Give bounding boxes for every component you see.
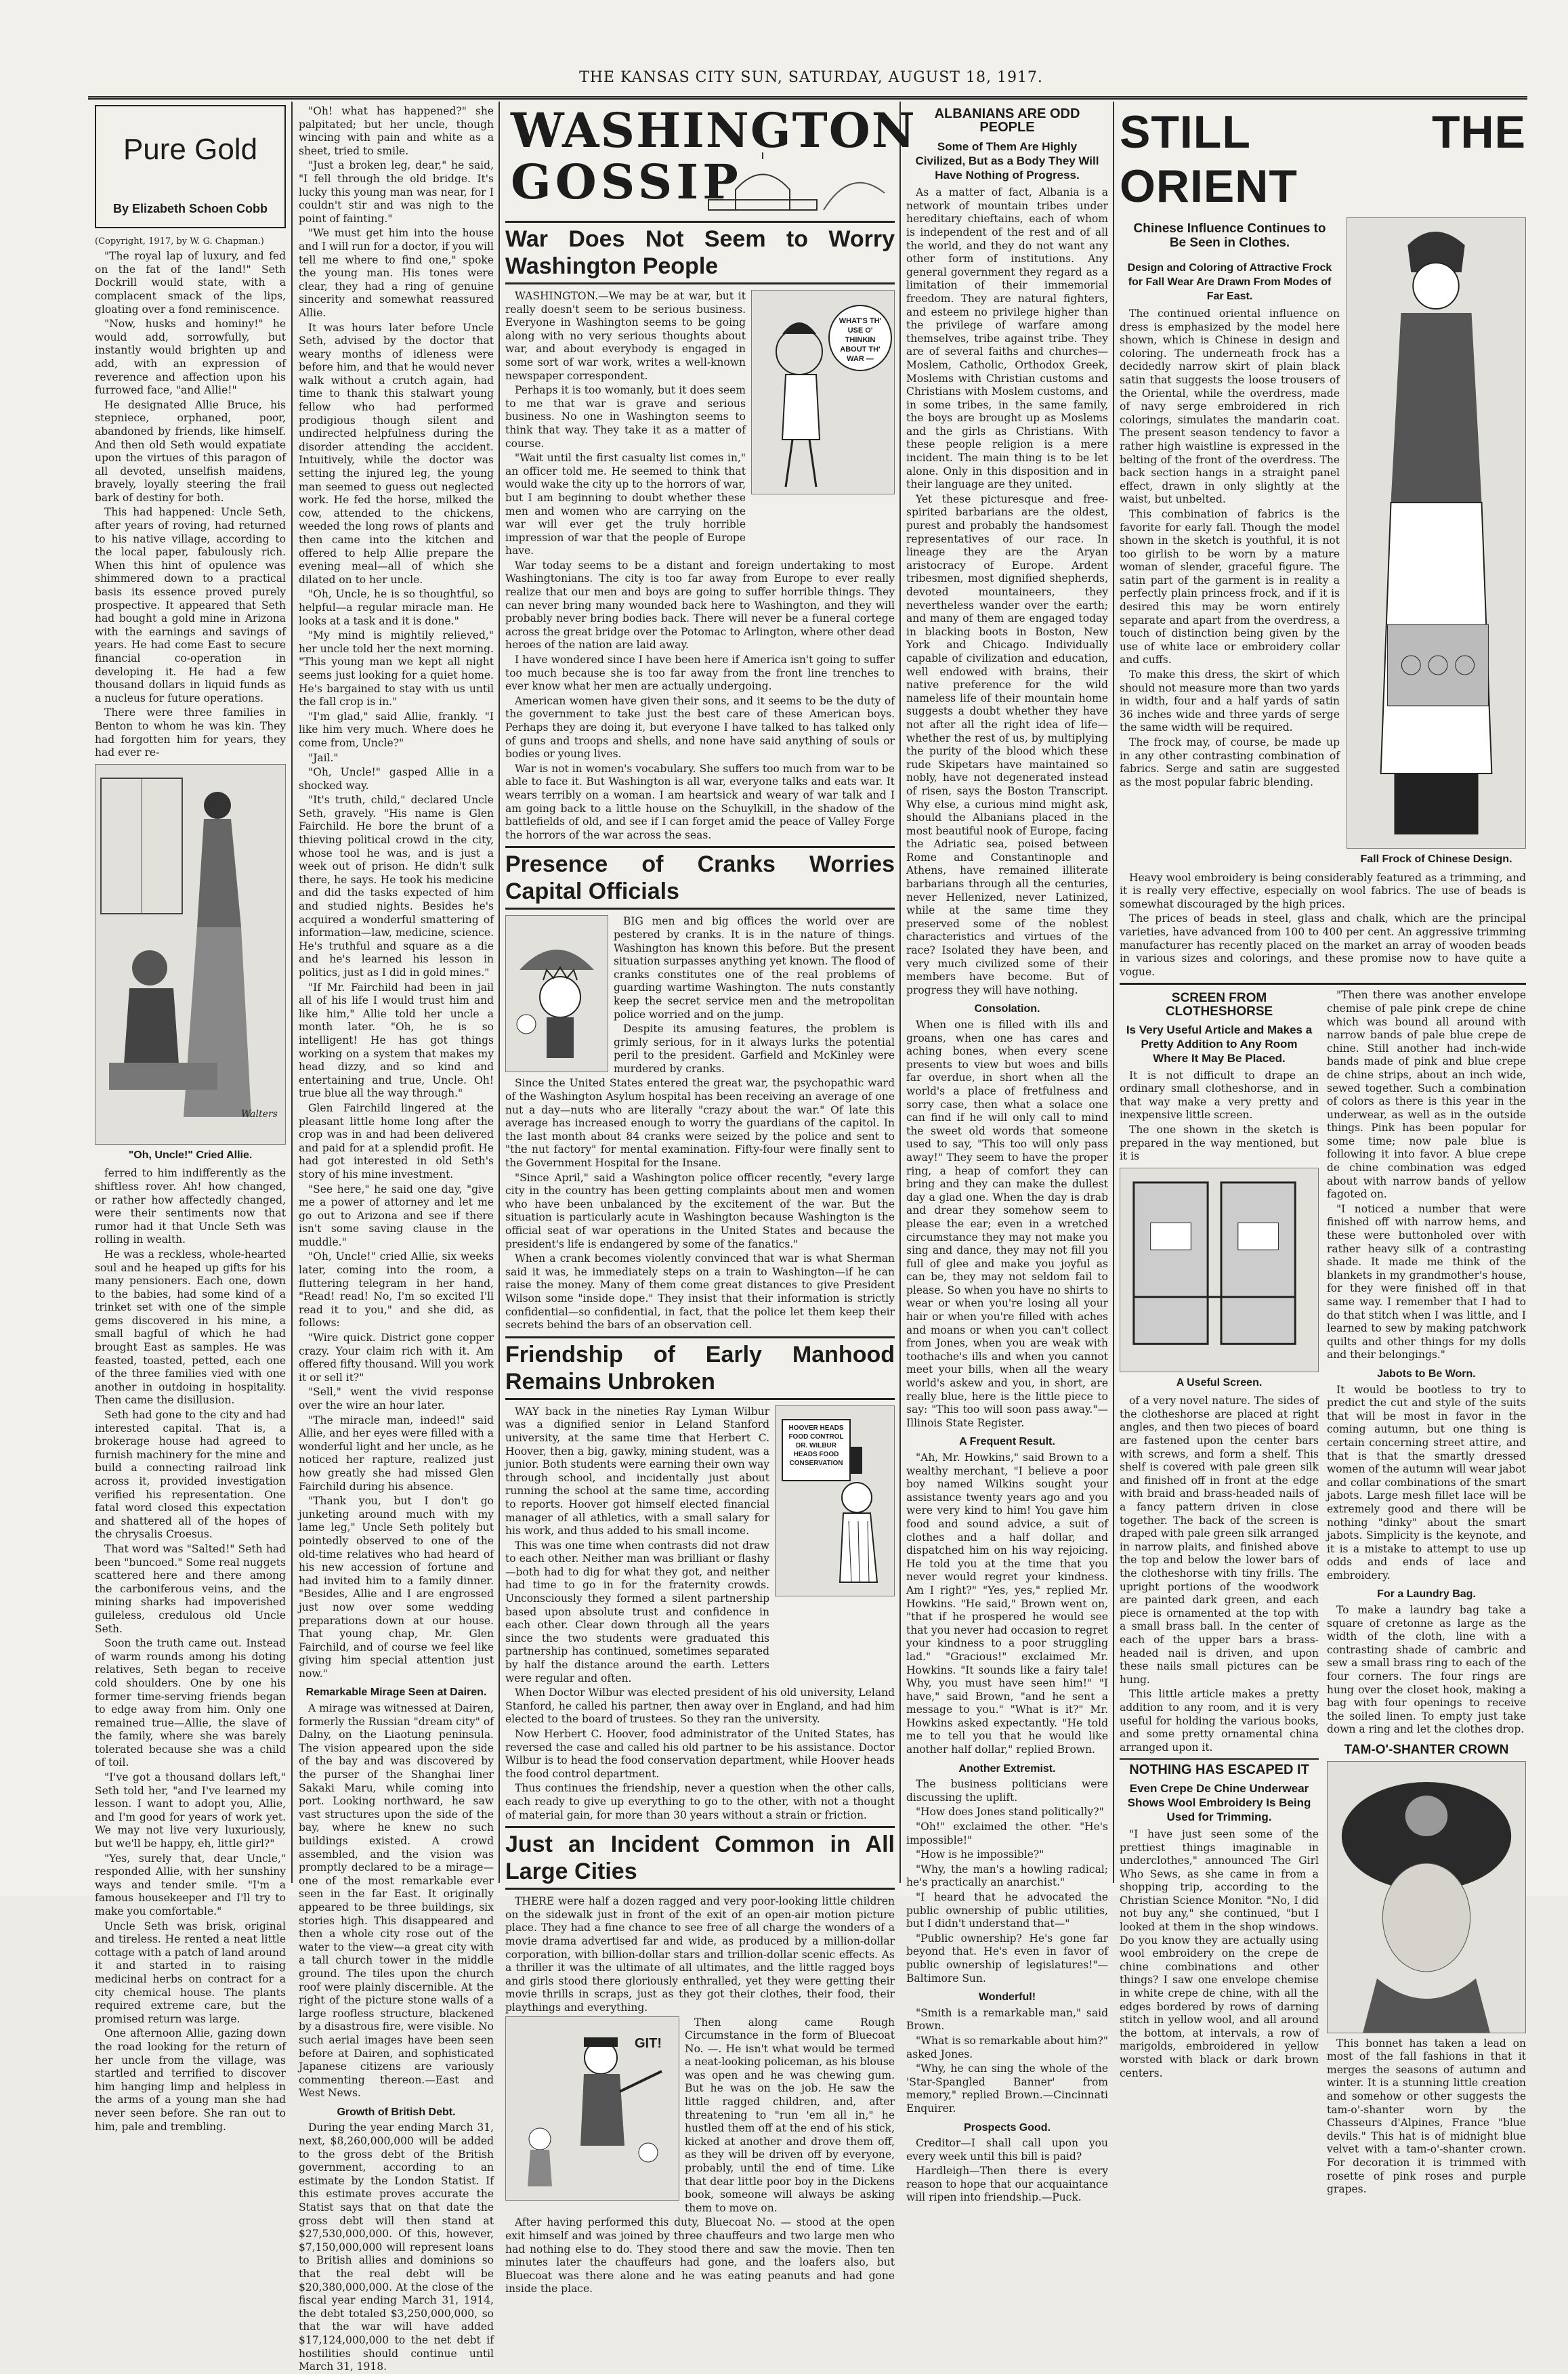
column-1 (95, 105, 286, 2133)
story4-text-continued (505, 2216, 895, 2296)
paragraph: "Ah, Mr. Howkins," said Brown to a wealthy merchant, "I believe a poor boy named Wilkins sought your assistance twenty years ago and you were very kind to him! You gave him food and sound advice, a suit of clothes and a half dollar, and dispatched him on his way rejoicing. He told you at the time that you never would regret your kindness. Am I right?" "Yes, yes," replied Mr. Howkins. "He said," Brown went on, "that if he prospered he would see that you never had occasion to regret your kindness to a poor struggling lad." "Gracious!" exclaimed Mr. Howkins. "It sounds like a fairy tale! Why, you must have seen him!" "I have," said Brown, "and he sent a message to you." "What is it?" Mr. Howkins asked expectantly. "He told me to tell you that he would like another half dollar," replied Brown. (906, 1451, 1108, 1756)
column-2 (299, 105, 494, 2373)
cartoon-exclamation: GIT! (635, 2035, 662, 2051)
debt-text (299, 2121, 494, 2373)
story-text (95, 250, 286, 760)
paragraph: "Yes, surely that, dear Uncle," responded Allie, with her sunshiny ways and tender smile. "I'm a famous housekeeper and I'll try to make you comfortable." (95, 1852, 286, 1917)
wonderful-text (906, 2007, 1108, 2116)
paragraph: One afternoon Allie, gazing down the road looking for the return of her uncle from the village, was startled and terrified to discover him hanging limp and helpless in the arms of a young man she had never seen before. She ran out to him, pale and trembling. (95, 2027, 286, 2133)
underwear-text-continued (1327, 989, 1526, 1362)
story2-heading: Presence of Cranks Worries Capital Officials (505, 846, 895, 910)
paragraph: This bonnet has taken a lead on most of the fall fashions in that it merges the seasons of autumn and winter. It is a stunning little creation and somehow or other suggests the tam-o'-shanter worn by the Chasseurs d'Alpines, France "blue devils." This hat is of midnight blue velvet with a tam-o'-shanter crown. For decoration it is trimmed with rosette of pink roses and purple grapes. (1327, 2037, 1526, 2196)
right-lower-column (1327, 989, 1526, 2197)
tam-photo (1327, 1761, 1526, 2033)
screen-drawing (1120, 1168, 1319, 1372)
paragraph: Soon the truth came out. Instead of warm rounds among his doting relatives, Seth began to receive cold shoulders. One by one his former time-serving friends began to edge away from him. Only one remained true—Allie, the slave of the family, where she was barely tolerated because she was a child of toil. (95, 1637, 286, 1769)
story2-block (505, 915, 895, 1077)
column-3 (505, 102, 916, 2295)
paragraph: It was hours later before Uncle Seth, advised by the doctor that weary months of idleness were before him, and that he would never walk without a crutch again, had time to thank this stalwart young fellow who had performed prodigious though silent and undirected helpfulness during the disorder attending the accident. Intuitively, while the doctor was setting the injured leg, the young man seemed to guess out neglected work. He fed the horse, milked the cow, attended to the chickens, weeded the long rows of plants and then came into the kitchen and offered to help Allie prepare the evening meal—all of which she dilated on to her uncle. (299, 321, 494, 586)
orient-text (1120, 308, 1340, 789)
story1-text (505, 290, 746, 559)
column-rule (291, 102, 293, 1883)
paragraph: "Oh, Uncle, he is so thoughtful, so helpful—a regular miracle man. He looks at a task and it is done." (299, 588, 494, 627)
paragraph: "Oh! what has happened?" she palpitated; but her uncle, though wincing with pain and white as a sheet, tried to smile. (299, 105, 494, 157)
prospects-heading: Prospects Good. (963, 2121, 1051, 2134)
paragraph: The continued oriental influence on dress is emphasized by the model here shown, which is Chinese in design and coloring. The underneath frock has a decidedly narrow skirt of plain black satin that suggests the loose trousers of the Oriental, while the overdress, made of navy serge embroidered in rich colorings, simulates the mandarin coat. The present season tendency to favor a rather high waistline is expressed in the belting of the front of the overdress. The back section hangs in a straight panel effect, drawn in only slightly at the waist, but unbelted. (1120, 308, 1340, 506)
section-rule (1120, 983, 1526, 985)
paragraph: "How is he impossible?" (916, 1848, 1044, 1861)
column-rule (899, 102, 901, 1883)
paragraph: "I heard that he advocated the public ownership of public utilities, but I didn't understand that—" (906, 1891, 1108, 1930)
paragraph: The prices of beads in steel, glass and chalk, which are the principal varieties, have advanced from 100 to 400 per cent. An aggressive trimming manufacturer has recently placed on the market an array of wooden beads in various sizes and colorings, and these promise now to have quite a vogue. (1120, 912, 1526, 978)
story3-block (505, 1405, 895, 1687)
laundry-text (1327, 1604, 1526, 1737)
paragraph: "See here," he said one day, "give me a power of attorney and let me go out to Arizona and see if there isn't some saving clause in the muddle." (299, 1183, 494, 1248)
story1-cartoon (751, 290, 895, 494)
mirage-text (299, 1702, 494, 2100)
paragraph: of a very novel nature. The sides of the clotheshorse are placed at right angles, and then two pieces of board are fastened upon the center bars with screws, and form a shelf. This shelf is covered with pale green silk and finished off in front at the edge with braid and brass-headed nails of a fancy pattern driven in close together. The back of the screen is draped with pale green silk arranged in narrow plaits, and finished above the top and below the lower bars of the clotheshorse with tiny frills. The upright portions of the woodwork are painted dark green, and each piece is ornamented at the top with a small brass ball. In the center of each of the upper bars a brass-headed nail is driven, and upon these nails small pictures can be hung. (1120, 1395, 1319, 1686)
paragraph: He was a reckless, whole-hearted soul and he heaped up gifts for his many pensioners. Each one, down to the babies, had some kind of a trinket set with one of the simple gems discovered in his mine, a small bagful of which he had brought East as samples. He was feasted, toasted, petted, each one of the three families vied with one another in outdoing in hospitality. Then came the disillusion. (95, 1248, 286, 1407)
story1-block (505, 290, 895, 559)
consolation-text (906, 1019, 1108, 1430)
paragraph: The frock may, of course, be made up in any other contrasting combination of fabrics. Serge and satin are suggested as the most popular fabric blending. (1120, 736, 1340, 788)
paragraph: "The royal lap of luxury, and fed on the fat of the land!" Seth Dockrill would state, with a complacent smack of the lips, gloating over a fond reminiscence. (95, 250, 286, 316)
paragraph: "What is so remarkable about him?" asked Jones. (906, 2034, 1108, 2060)
story3-heading: Friendship of Early Manhood Remains Unbroken (505, 1336, 895, 1400)
paragraph: When Doctor Wilbur was elected president of his old university, Leland Stanford, he called his partner, then away over in England, and had him elected to the board of trustees. So they ran the university. (505, 1687, 895, 1726)
paragraph: "Oh!" exclaimed the other. "He's impossible!" (906, 1821, 1108, 1846)
fall-frock-drawing (1347, 217, 1526, 849)
paragraph: When a crank becomes violently convinced that war is what Sherman said it was, he immediately steps on a train to Washington—if he can raise the money. Many of them come great distances to give President Wilson some "inside dope." They insist that their information is strictly confidential—so confidential, in fact, that the police let them keep their secrets behind the bars of an observation cell. (505, 1252, 895, 1332)
crank-cartoon (506, 916, 608, 1072)
extremist-heading: Another Extremist. (958, 1762, 1056, 1775)
screen-subheading: Is Very Useful Article and Makes a Pretty Addition to Any Room Where It May Be Placed. (1126, 1023, 1313, 1065)
paragraph: Heavy wool embroidery is being considerably featured as a trimming, and it is really very effective, especially on wool fabrics. The use of beads is somewhat discouraged by the high prices. (1120, 871, 1526, 910)
nothing-escaped-heading: NOTHING HAS ESCAPED IT (1129, 1762, 1309, 1778)
paragraph: "We must get him into the house and I will run for a doctor, if you will tell me where to find one," spoke the young man. His tones were clear, they had a ring of genuine sincerity and somewhat reassured Allie. (299, 227, 494, 319)
story-continuation (299, 105, 494, 1680)
frequent-result-text (906, 1451, 1108, 1757)
story4-cartoon (505, 2016, 679, 2201)
prospects-text (906, 2137, 1108, 2205)
extremist-text (906, 1778, 1108, 1985)
paragraph: Yet these picturesque and free-spirited barbarians are the oldest, purest and probably the handsomest representatives of our race. In lineage they are the Aryan aristocracy of Europe. Ardent tribesmen, most dignified shepherds, devoted mountaineers, they nevertheless wander over the earth; and many of them are engaged today in blacking boots in Boston, New York and Chicago. Individually capable of civilization and education, well endowed with brains, their native preference for the wild nameless life of their mountain home suggests a doubt whether they have not after all the right idea of life—whether the rest of us, by multiplying the purity of the blood which these rude Skipetars have maintained so nobly, have not degenerated instead of risen, says the Boston Transcript. Why else, a curious mind might ask, should the Albanians placed in the most beautiful nook of Europe, facing the Adriatic sea, poised between Rome and Constantinople and Athens, have remained illiterate barbarians through all the centuries, never Hellenized, never Latinized, while at the same time they preserved some of the noblest characteristics and virtues of the race? Isolated they have been, and very much civilized some of their members have become. But of progress they will have nothing. (906, 492, 1108, 996)
paragraph: "How does Jones stand politically?" (916, 1806, 1104, 1819)
tam-text (1327, 2037, 1526, 2197)
paragraph: The one shown in the sketch is prepared in the way mentioned, but it is (1120, 1123, 1319, 1163)
orient-text-column (1120, 217, 1340, 872)
paragraph: War today seems to be a distant and foreign undertaking to most Washingtonians. The city is too far away from Europe to ever really realize that our men and boys are going to suffer horrible things. They can never bring many wounded back here to Washington, and they will probably never bring bodies back. There will never be a funeral cortege across the great bridge over the Potomac to Arlington, where other dead heroes of the nation are laid away. (505, 559, 895, 652)
paragraph: There were three families in Benton to whom he was kin. They had forgotten him for years, they had ever re- (95, 706, 286, 759)
paragraph: "Thank you, but I don't go junketing around much with my lame leg," Uncle Seth politely but pointedly observed to one of the old-time relatives who had heard of his new accession of fortune and had invited him to a family dinner. "Besides, Allie and I are engrossed just now over some wedding preparations down at our house. That young chap, Mr. Glen Fairchild, and of course we feel like giving him special attention just now." (299, 1495, 494, 1680)
mirage-heading: Remarkable Mirage Seen at Dairen. (305, 1687, 487, 1699)
cartoon-speech-bubble: WHAT'S TH' USE O' THINKIN ABOUT TH' WAR — (839, 317, 882, 363)
wonderful-heading: Wonderful! (978, 1991, 1036, 2004)
paragraph: "It's truth, child," declared Uncle Seth, gravely. "His name is Glen Fairchild. He bore the brunt of a thieving political crowd in the city, whose tool he was, and is just a week out of prison. He didn't sulk there, he says. He took his medicine and did the tasks expected of him and studied nights. Besides he's acquired a wonderful smattering of information—law, medicine, science. He's truthful and square as a die and he's learned his lesson in politics, just as I did in gold mines." (299, 794, 494, 979)
albanians-heading: ALBANIANS ARE ODD PEOPLE (934, 106, 1080, 135)
paragraph: After having performed this duty, Bluecoat No. — stood at the open exit himself and was joined by three chauffeurs and two large men who had nothing else to do. They stood there and saw the movie. Then ten minutes later the chauffeurs had gone, and the loafers also, but Bluecoat was there alone and he was eating peanuts and had gone inside the place. (505, 2216, 895, 2295)
paragraph: "I've got a thousand dollars left," Seth told her, "and I've learned my lesson. I want to adopt you, Allie, and I'm good for years of work yet. We may not live very luxuriously, but we'll be happy, eh, little girl?" (95, 1771, 286, 1850)
paragraph: "Why, he can sing the whole of the 'Star-Spangled Banner' from memory," replied Brown.—Cincinnati Enquirer. (906, 2062, 1108, 2115)
albanians-text (906, 186, 1108, 997)
story2-cartoon (505, 915, 608, 1072)
section-rule (1120, 1758, 1319, 1760)
paragraph: When one is filled with ills and groans, when one has cares and aching bones, when every scene presents to view but woes and bills far overdue, in short when all the world's a place of fretfulness and sorry case, then what a solace one can find if he will only call to mind the sweet old words that someone used to say, "This too will only pass away!" They seem to have the proper ring, a heap of comfort they can bring and they can make the dullest day a glad one. When the day is drab and drear they somehow seem to please the ear; even in a wretched circumstance they may not make you sing and dance, they may not fill you full of glee and make you joyful as can be, they may not seldom fail to please. So when you have no shirts to wear or when you're losing all your hair or when you're filled with aches and moans or when you can't collect from Jones, when you are weak with toothache's ills and when you cannot meet your bills, when all the weary world's askew and you, in short, are really blue, here is the little piece to say: "This too will soon pass away."—Illinois State Register. (906, 1019, 1108, 1429)
tam-heading: TAM-O'-SHANTER CROWN (1344, 1743, 1509, 1757)
frequent-result-heading: A Frequent Result. (959, 1436, 1055, 1448)
paragraph: This combination of fabrics is the favorite for early fall. Though the model shown in the sketch is youthful, it is not too girlish to be worn by a mature woman of slender, graceful figure. The satin part of the garment is in reality a perfectly plain princess frock, and if it is desired this may be worn entirely separate and apart from the overdress, a touch of distinction being given by the use of white lace or embroidery collar and cuffs. (1120, 507, 1340, 666)
paragraph: As a matter of fact, Albania is a network of mountain tribes under hereditary chieftains, each of whom is independent of the rest and of all the world, and they do not want any other form of institutions. Any general government they regard as a limitation of their immemorial freedom. They are natural fighters, and esteem no privilege higher than the privilege of warfare among themselves, tribe against tribe. They are of several faiths and churches—Moslem, Catholic, Orthodox Greek, Moslems with Christian customs and Christians with Moslem customs, and in some tribes, in the same family, the boys are brought up as Moslems and the girls as Christians. With these people religion is a mere incident. The main thing is to be let alone. Only in this disposition and in their language are they united. (906, 186, 1108, 491)
paragraph: "Why, the man's a howling radical; he's practically an anarchist." (906, 1863, 1108, 1889)
paragraph: Creditor—I shall call upon you every week until this bill is paid? (906, 2137, 1108, 2163)
paragraph: "Wire quick. District gone copper crazy. Your claim rich with it. Am offered fifty thousand. Will you work it or sell it?" (299, 1332, 494, 1384)
screen-text-continued (1120, 1395, 1319, 1754)
tam-hat-figure (1328, 1762, 1525, 2033)
paragraph: WASHINGTON.—We may be at war, but it really doesn't seem to be serious business. Everyone in Washington seems to be going along with no very serious thoughts about war, and about everybody is engaged in some sort of war work, writes a well-known newspaper correspondent. (505, 290, 746, 382)
story4-text-intro (505, 1895, 895, 2014)
paragraph: Thus continues the friendship, never a question when the other calls, each ready to give up everything to go to the other, with not a thought of material gain, for more than 30 years without a strain or friction. (505, 1782, 895, 1821)
story3-text (505, 1405, 769, 1687)
byline: By Elizabeth Schoen Cobb (112, 202, 268, 215)
banner-title-line2: GOSSIP (511, 154, 742, 210)
paragraph: "Oh, Uncle!" gasped Allie in a shocked way. (299, 766, 494, 792)
copyright-line: (Copyright, 1917, by W. G. Chapman.) (95, 236, 264, 247)
orient-subheading: Chinese Influence Continues to Be Seen in Clothes. (1133, 221, 1326, 250)
paragraph: Now Herbert C. Hoover, food administrator of the United States, has reversed the case and called his old partner to be his assistance. Doctor Wilbur is to head the food conservation department, while Hoover heads the food control department. (505, 1728, 895, 1780)
paragraph: "The miracle man, indeed!" said Allie, and her eyes were filled with a wonderful light and her uncle, as he noticed her rapture, realized just how greatly she had missed Glen Fairchild during his absence. (299, 1414, 494, 1493)
still-the-orient-heading: STILL THE ORIENT (1120, 106, 1526, 212)
screen-figure (1120, 1168, 1318, 1372)
paragraph: Then along came Rough Circumstance in the form of Bluecoat No. —. He isn't what would be termed a neat-looking policeman, as his blouse was open and he was chewing gum. But he was on the job. He saw the little ragged children, and, after threatening to "run 'em all in," he hustled them off at the end of his stick, kicked at another and drove them off, as they will be driven off by everyone, probably, until the end of time. Like that dear little poor boy in the Dickens book, someone will always be asking them to move on. (685, 2016, 895, 2214)
masthead: THE KANSAS CITY SUN, SATURDAY, AUGUST 18, 1917. (579, 69, 1043, 86)
paragraph: WAY back in the nineties Ray Lyman Wilbur was a dignified senior in Leland Stanford university, at the same time that Herbert C. Hoover, then a big, gawky, mining student, was a junior. Both students were earning their own way through school, and incidentally just about running the school at the same time, according to reports. Hoover got himself elected financial manager of all athletics, with a small salary for his work, and thus added to his small income. (505, 1405, 769, 1538)
orient-text-continued (1120, 872, 1526, 979)
banner-title-line1: WASHINGTON (511, 102, 916, 158)
washington-gossip-banner (505, 102, 916, 217)
story-illustration (95, 764, 286, 1145)
paragraph: He designated Allie Bruce, his stepniece, orphaned, poor, abandoned by friends, like himself. And then old Seth would expatiate upon the virtues of this paragon of all devoted, unselfish maidens, bravely, loyally steering the frail bark of destiny for both. (95, 398, 286, 504)
paragraph: "Since April," said a Washington police officer recently, "every large city in the country has been getting complaints about men and women who have been unbalanced by the excitement of the war. But the situation is particularly acute in Washington because Washington is the official seat of war operations in the United States and because the president's life is endangered by some of the fanatics." (505, 1171, 895, 1250)
story1-text-continued (505, 559, 895, 842)
paragraph: "If Mr. Fairchild had been in jail all of his life I would trust him and like him," Allie told her uncle a month later. "Oh, he is so intelligent! He has got things working on a system that makes my head dizzy, and so kind and entertaining and true, Uncle. Oh! true blue all the way through." (299, 981, 494, 1100)
paragraph: War is not in women's vocabulary. She suffers too much from war to be able to face it. But Washington is all war, everyone talks and eats war. It wears terribly on a woman. I am heartsick and weary of war talk and I am going back to a little house on the Schuylkill, in the shadow of the battlefields of old, and see if I can forget amid the peace of Valley Forge the horrors of the war across the seas. (505, 762, 895, 841)
orient-figure-block (1347, 217, 1526, 872)
cartoon-sign-text: HOOVER HEADS FOOD CONTROL DR. WILBUR HEADS FOOD CONSERVATION (788, 1424, 844, 1467)
paragraph: "Smith is a remarkable man," said Brown. (906, 2006, 1108, 2033)
screen-heading: SCREEN FROM CLOTHESHORSE (1165, 991, 1273, 1019)
paragraph: "Public ownership? He's gone far beyond that. He's even in favor of public ownership of legislatures!"—Baltimore Sun. (906, 1932, 1108, 1985)
story-title-box (95, 105, 286, 228)
paragraph: BIG men and big offices the world over are pestered by cranks. It is in the nature of things. Washington has known this before. But the present situation surpasses anything yet known. The flood of cranks constitutes one of the real problems of guarding wartime Washington. The nuts constantly keep the secret service men and the metropolitan police worried and on the jump. (614, 915, 895, 1021)
paragraph: Seth had gone to the city and had interested capital. That is, a brokerage house had agreed to furnish machinery for the mine and build a connecting railroad link across it, provided investigation verified his representation. One fatal word closed this expectation and shattered all of the hopes of the chrysalis Croesus. (95, 1409, 286, 1541)
paragraph: "Wait until the first casualty list comes in," an officer told me. He seemed to think that would wake the city up to the horrors of war, but I am beginning to doubt whether these men and women who are carrying on the war will ever get the truly horrible impression of war that the people of Europe have. (505, 452, 746, 557)
paragraph: Since the United States entered the great war, the psychopathic ward of the Washington Asylum hospital has been receiving an average of one nut a day—nuts who are literally "crazy about the war." Of late this average has increased enough to worry the guardians of the capitol. In the last month about 84 cranks were seized by the police and sent to "the nut factory" for mental examination. Fifty-four were finally sent to the Government Hospital for the Insane. (505, 1077, 895, 1170)
paragraph: "My mind is mightily relieved," her uncle told her the next morning. "This young man we kept all night seems just looking for a quiet home. He's bargained to stay with us until the fall crop is in." (299, 629, 494, 708)
paragraph: "Now, husks and hominy!" he would add, sorrowfully, but instantly would brighten up and add, with an expression of reverence and affection upon his furrowed face, "and Allie!" (95, 318, 286, 397)
paragraph: Perhaps it is too womanly, but it does seem to me that war is grave and serious business. No one in Washington seems to think that way. They take it as a matter of course. (505, 384, 746, 450)
column-rule (499, 102, 500, 1883)
paragraph: Despite its amusing features, the problem is grimly serious, for in it always lurks the potential peril to the president. Garfield and McKinley were murdered by cranks. (614, 1023, 895, 1075)
paragraph: "Then there was another envelope chemise of pale pink crepe de chine which was bound all around with narrow bands of pale blue crepe de chine. Still another had inch-wide bands made of pink and blue crepe de chine strips, about an inch wide, sewed together. Such a combination of colors as there is this year in the underwear, as well as in the outside things. Pink has been popular for some time; now pale blue is following it into favor. A blue crepe de chine combination was edged about with narrow bands of yellow fagoted on. (1327, 989, 1526, 1201)
paragraph: The business politicians were discussing the uplift. (906, 1778, 1108, 1804)
jabots-text (1327, 1384, 1526, 1583)
paragraph: It would be bootless to try to predict the cut and style of the suits that will be most in favor in the coming autumn, but one thing is certain concerning street attire, and that is that the smartly dressed women of the autumn will wear jabot and collar combinations of the smart jabots. Large mesh fillet lace will be extremely good and there will be nothing "dinky" about the smart jabots. Simplicity is the keynote, and it is a mistake to attempt to use up odds and ends of lace and embroidery. (1327, 1383, 1526, 1582)
capitol-dome-icon (695, 152, 891, 213)
paragraph: American women have given their sons, and it seems to be the duty of the government to take just the best care of these American boys. Perhaps they are doing it, but everyone I have talked to has talked only of guns and troops and shells, and none have said anything of souls or bodies or young lives. (505, 694, 895, 761)
albanians-subheading: Some of Them Are Highly Civilized, But as a Body They Will Have Nothing of Progress. (915, 140, 1099, 182)
paragraph: This had happened: Uncle Seth, after years of roving, had returned to his native village, according to the local paper, fabulously rich. When this hint of opulence was shimmered down to a practical basis its essence proved purely prospective. It appeared that Seth had bought a gold mine in Arizona with the earnings and savings of years. He had come East to secure financial co-operation in developing it. He had a few thousand dollars in liquid funds as a nucleus for future operations. (95, 506, 286, 704)
frock-caption: Fall Frock of Chinese Design. (1360, 853, 1512, 865)
story2-text (614, 915, 895, 1077)
lower-columns (1120, 989, 1526, 2197)
nothing-escaped-text (1120, 1828, 1319, 2080)
paragraph: "Oh, Uncle!" cried Allie, six weeks later, coming into the room, a fluttering telegram in her hand, "Read! read! No, I'm so excited I'll read it to you," and she did, as follows: (299, 1250, 494, 1330)
story4-heading: Just an Incident Common in All Large Cities (505, 1826, 895, 1890)
paragraph: That word was "Salted!" Seth had been "buncoed." Some real nuggets scattered here and there among the carboniferous veins, and the mining sharks had impoverished guileless, credulous old Uncle Seth. (95, 1542, 286, 1635)
illustration-drawing (96, 765, 285, 1144)
jabots-heading: Jabots to Be Worn. (1377, 1368, 1476, 1380)
paragraph: To make a laundry bag take a square of cretonne as large as the width of the cloth, line with a contrasting shade of cambric and sew a small brass ring to each of the four corners. The four rings are hung over the closet hook, making a bag with four openings to receive the soiled linen. To empty just take down a ring and let the clothes drop. (1327, 1604, 1526, 1736)
debt-heading: Growth of British Debt. (337, 2106, 456, 2118)
paragraph: ferred to him indifferently as the shiftless rover. Ah! how changed, or rather how affectedly changed, were their sentiments now that rumor had it that Uncle Seth was rolling in wealth. (95, 1167, 286, 1246)
story3-text-continued (505, 1687, 895, 1822)
laundry-heading: For a Laundry Bag. (1377, 1588, 1476, 1601)
paragraph: It is not difficult to drape an ordinary small clotheshorse, and in that way make a very pretty and inexpensive little screen. (1120, 1069, 1319, 1122)
paragraph: "Just a broken leg, dear," he said, "I fell through the old bridge. It's lucky this young man was near, for I couldn't stir and was nigh to the point of fainting." (299, 159, 494, 225)
nothing-escaped-subheading: Even Crepe De Chine Underwear Shows Wool Embroidery Is Being Used for Trimming. (1127, 1781, 1311, 1823)
paragraph: This was one time when contrasts did not draw to each other. Neither man was brilliant or flashy—both had to dig for what they got, and neither had time to go in for the fraternity crowds. Unconsciously they formed a silent partnership based upon absolute trust and confidence in each other. Clear down through all the years since the two students were graduated this partnership has continued, sometimes separated by half the distance around the earth. Letters were regular and often. (505, 1539, 769, 1684)
orient-subheading-2: Design and Coloring of Attractive Frock for Fall Wear Are Drawn From Modes of Far East. (1127, 262, 1332, 302)
paragraph: "I'm glad," said Allie, frankly. "I like him very much. Where does he come from, Uncle?" (299, 710, 494, 749)
paragraph: THERE were half a dozen ragged and very poor-looking little children on the sidewalk just in front of the exit of an open-air motion picture place. They had a fine chance to see free of all charge the wonders of a movie drama advertised far and wide, as produced by a million-dollar corporation, with billion-dollar stars and trillion-dollar scenic effects. As a thriller it was the ultimate of all ultimates, and the little ragged boys and girls stood there gloriously enthralled, yet they were getting their movie thrills in scraps, just as they got their clothes, their food, their playthings and everything. (505, 1895, 895, 2014)
paragraph: Glen Fairchild lingered at the pleasant little home long after the crop was in and had been delivered and paid for at a splendid profit. He had got interested in old Seth's story of his mine investment. (299, 1101, 494, 1181)
screen-text (1120, 1069, 1319, 1164)
story1-heading: War Does Not Seem to Worry Washington People (505, 221, 895, 284)
story-text-continued (95, 1167, 286, 2134)
column-rule (1113, 102, 1114, 1883)
paragraph: I have wondered since I have been here if America isn't going to suffer too much because she is too far away from the front line trenches to ever know what her men are actually undergoing. (505, 654, 895, 693)
story4-text (685, 2016, 895, 2217)
paragraph: This little article makes a pretty addition to any room, and it is very useful for holding the various books, and some pretty ornamental china arranged upon it. (1120, 1688, 1319, 1754)
paragraph: "Jail." (308, 751, 339, 764)
screen-caption: A Useful Screen. (1176, 1376, 1263, 1389)
column-4 (906, 105, 1108, 2204)
paragraph: "I noticed a number that were finished off with narrow hems, and these were buttonholed over with rather heavy silk of a contrasting shade. It made me think of the blankets in my grandmother's house, for they were finished off in that same way. I remember that I had to do that stitch when I was little, and I learned to sew by making patchwork quilts and other things for my dolls and their belongings." (1327, 1202, 1526, 1361)
paragraph: During the year ending March 31, next, $8,260,000,000 will be added to the gross debt of the British government, according to an estimate by the London Statist. If this estimate proves accurate the Statist says that on that date the gross debt will then stand at $27,530,000,000. Of this, however, $7,150,000,000 will represent loans to British allies and dominions so that the real debt will be $20,380,000,000. At the close of the fiscal year ending March 31, 1914, the debt totaled $3,250,000,000, so that the war will have added $17,124,000,000 to the net debt if hostilities should continue until March 31, 1918. (299, 2121, 494, 2373)
paragraph: Hardleigh—Then there is every reason to hope that our acquaintance will ripen into friendship.—Puck. (906, 2165, 1108, 2204)
story2-text-continued (505, 1077, 895, 1332)
top-rule (88, 96, 1527, 100)
story3-cartoon (775, 1405, 895, 1596)
story4-block (505, 2016, 895, 2217)
orient-block (1120, 217, 1526, 872)
consolation-heading: Consolation. (974, 1003, 1040, 1015)
paragraph: Uncle Seth was brisk, original and tireless. He rented a neat little cottage with a patch of land around it and started in to raising medicinal herbs on contract for a city chemical house. The plants required extreme care, but the promised return was large. (95, 1920, 286, 2025)
paragraph: To make this dress, the skirt of which should not measure more than two yards in width, four and a half yards of satin 36 inches wide and three yards of serge the same width will be required. (1120, 669, 1340, 734)
column-5 (1120, 105, 1526, 2196)
story-title: Pure Gold (123, 133, 258, 166)
screen-column (1120, 989, 1319, 2197)
svg-text:Walters: Walters (241, 1108, 278, 1120)
paragraph: "I have just seen some of the prettiest things imaginable in underclothes," announced The Girl Who Sews, as she came in from a shopping trip, according to the Christian Science Monitor. "No, I did not buy any," she continued, "but I looked at them in the shop windows. Do you know they are actually using wool embroidery on the crepe de chine combinations and other things? I saw one envelope chemise in white crepe de chine, with all the edges bordered by rows of darning stitch in yellow wool, and all around the bottom, at intervals, a row of marigolds, embroidered in yellow worsted with black or dark brown centers. (1120, 1827, 1319, 2079)
illustration-caption: "Oh, Uncle!" Cried Allie. (128, 1149, 253, 1161)
paragraph: "Sell," went the vivid response over the wire an hour later. (299, 1386, 494, 1412)
paragraph: A mirage was witnessed at Dairen, formerly the Russian "dream city" of Dalny, on the Liaotung peninsula. The vision appeared upon the side of the bay and was discovered by the purser of the Shanghai liner Sakaki Maru, while coming into port. Looking northward, he saw vast structures upon the side of the bay, where he knew no such buildings existed. A crowd assembled, and the vision was promptly declared to be a mirage—one of the most remarkable ever seen in the far East. It originally appeared to be three buildings, six stories high. This disappeared and then a whole city rose out of the water to the view—a great city with a tall church tower in the middle ground. The tiles upon the church roof were plainly discernible. At the right of the picture stone walls of a large roofless structure, blackened by a disastrous fire, were visible. No such aerial images have been seen before at Dairen, and sophisticated Japanese citizens are variously commenting thereon.—East and West News. (299, 1702, 494, 2100)
frock-figure (1347, 218, 1525, 848)
